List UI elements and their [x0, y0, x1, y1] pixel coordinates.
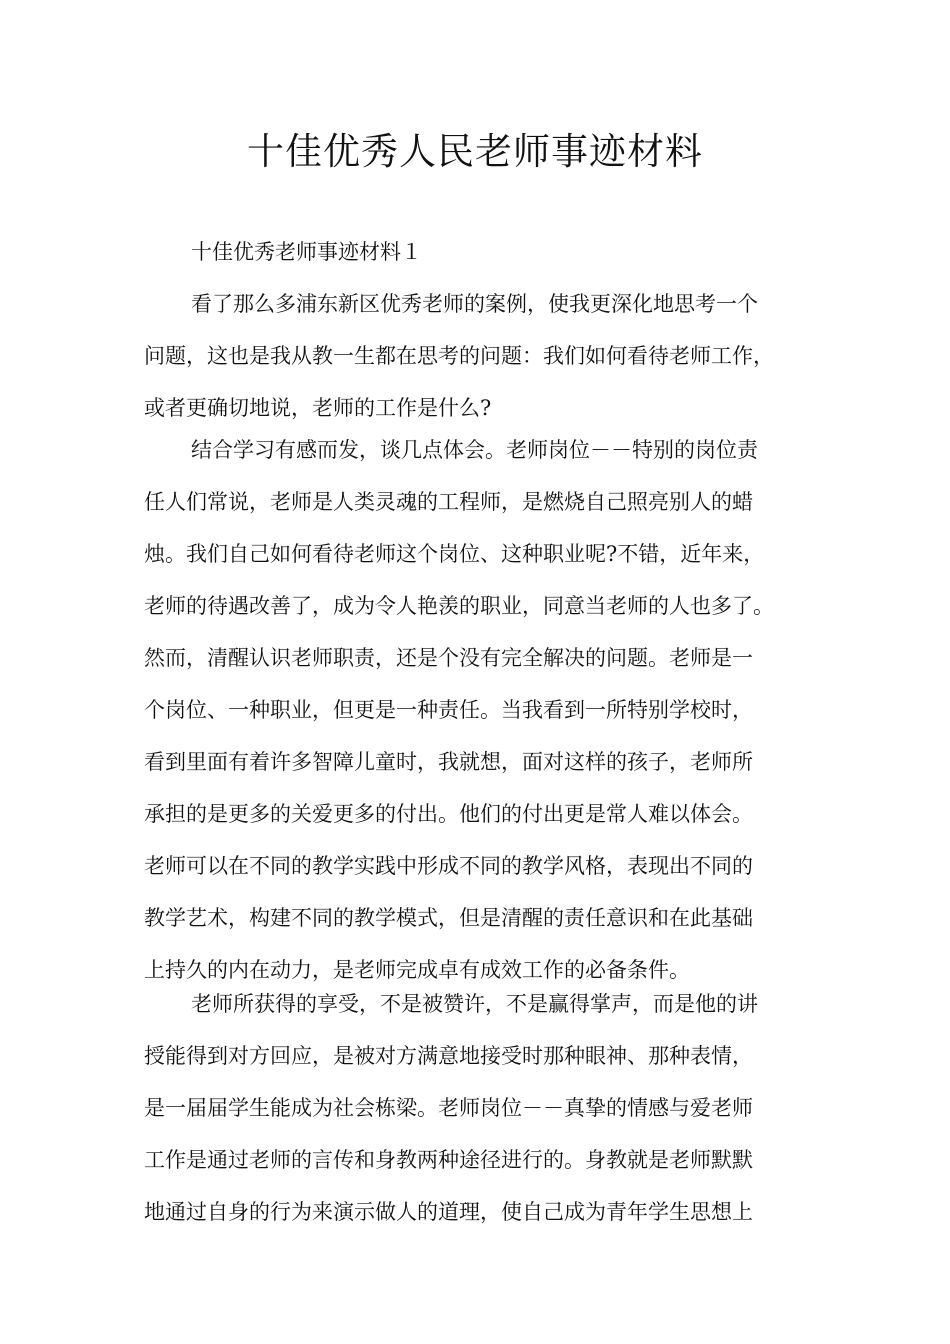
paragraph-line: 是一届届学生能成为社会栋梁。老师岗位－－真挚的情感与爱老师	[144, 1096, 753, 1120]
paragraph-line: 地通过自身的行为来演示做人的道理，使自己成为青年学生思想上	[144, 1200, 753, 1224]
paragraph-line: 上持久的内在动力，是老师完成卓有成效工作的必备条件。	[144, 958, 690, 982]
section-subtitle: 十佳优秀老师事迹材料１	[191, 240, 422, 264]
paragraph-line: 工作是通过老师的言传和身教两种途径进行的。身教就是老师默默	[144, 1148, 753, 1172]
paragraph-line: 然而，清醒认识老师职责，还是个没有完全解决的问题。老师是一	[144, 646, 753, 670]
paragraph-line: 看到里面有着许多智障儿童时，我就想，面对这样的孩子，老师所	[144, 750, 753, 774]
paragraph-line: 个岗位、一种职业，但更是一种责任。当我看到一所特别学校时，	[144, 698, 753, 722]
paragraph-line: 承担的是更多的关爱更多的付出。他们的付出更是常人难以体会。	[144, 802, 753, 826]
paragraph-line: 授能得到对方回应，是被对方满意地接受时那种眼神、那种表情，	[144, 1044, 753, 1068]
paragraph-line: 或者更确切地说，老师的工作是什么?	[144, 396, 492, 420]
paragraph-line: 结合学习有感而发，谈几点体会。老师岗位－－特别的岗位责	[191, 438, 758, 462]
paragraph-1	[144, 284, 814, 440]
paragraph-line: 老师可以在不同的教学实践中形成不同的教学风格，表现出不同的	[144, 854, 753, 878]
paragraph-line: 烛。我们自己如何看待老师这个岗位、这种职业呢?不错，近年来，	[144, 542, 765, 566]
paragraph-2	[144, 430, 814, 1002]
paragraph-line: 老师的待遇改善了，成为令人艳羡的职业，同意当老师的人也多了。	[144, 594, 774, 618]
paragraph-line: 教学艺术，构建不同的教学模式，但是清醒的责任意识和在此基础	[144, 906, 753, 930]
paragraph-line: 问题，这也是我从教一生都在思考的问题：我们如何看待老师工作，	[144, 344, 774, 368]
paragraph-line: 老师所获得的享受，不是被赞许，不是赢得掌声，而是他的讲	[191, 992, 758, 1016]
paragraph-3	[144, 984, 814, 1244]
paragraph-line: 看了那么多浦东新区优秀老师的案例，使我更深化地思考一个	[191, 292, 758, 316]
document-title: 十佳优秀人民老师事迹材料	[247, 130, 703, 173]
paragraph-line: 任人们常说，老师是人类灵魂的工程师，是燃烧自己照亮别人的蜡	[144, 490, 753, 514]
